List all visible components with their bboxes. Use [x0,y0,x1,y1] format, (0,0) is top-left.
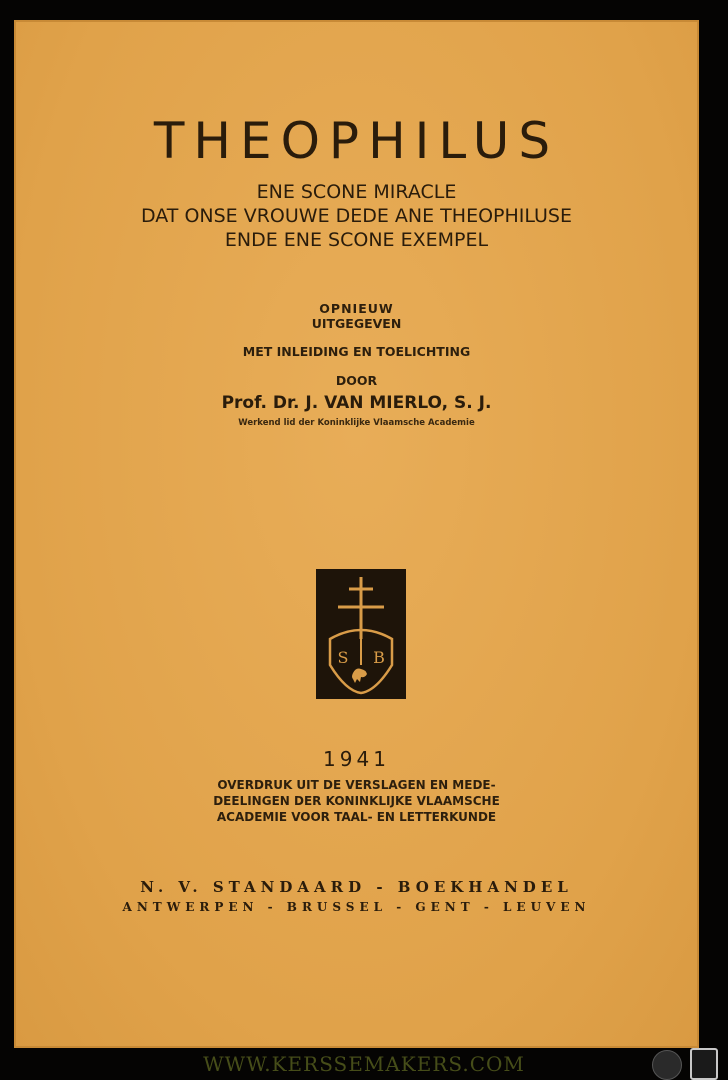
author-affiliation: Werkend lid der Koninklijke Vlaamsche Academie [238,418,475,428]
book-title: THEOPHILUS [153,112,560,170]
overdruk-line: OVERDRUK UIT DE VERSLAGEN EN MEDE- [217,778,496,792]
subtitle-line: ENE SCONE MIRACLE [256,181,457,203]
uitgegeven-text: UITGEGEVEN [311,316,402,331]
shield-logo-icon [690,1048,718,1080]
opnieuw-text: OPNIEUW [319,301,394,316]
inleiding-text: MET INLEIDING EN TOELICHTING [242,344,471,359]
overdruk-line: ACADEMIE VOOR TAAL- EN LETTERKUNDE [216,810,497,824]
publisher-cities: ANTWERPEN - BRUSSEL - GENT - LEUVEN [122,900,591,914]
publication-year: 1941 [323,747,390,771]
publisher-name: N. V. STANDAARD - BOEKHANDEL [140,878,573,896]
door-text: DOOR [335,373,378,388]
overdruk-line: DEELINGEN DER KONINKLIJKE VLAAMSCHE [213,794,500,808]
book-cover [14,20,699,1048]
subtitle-line: DAT ONSE VROUWE DEDE ANE THEOPHILUSE [140,205,572,227]
subtitle-line: ENDE ENE SCONE EXEMPEL [224,229,489,251]
site-watermark: WWW.KERSSEMAKERS.COM [203,1052,525,1076]
overdruk-note [14,777,699,825]
mascot-logo-icon [652,1050,682,1080]
book-subtitle [14,180,699,252]
author-name: Prof. Dr. J. VAN MIERLO, S. J. [221,393,492,413]
emblem-letter-right: B [373,648,385,667]
emblem-letter-left: S [337,648,349,667]
cross-shield-emblem-icon [316,569,406,699]
